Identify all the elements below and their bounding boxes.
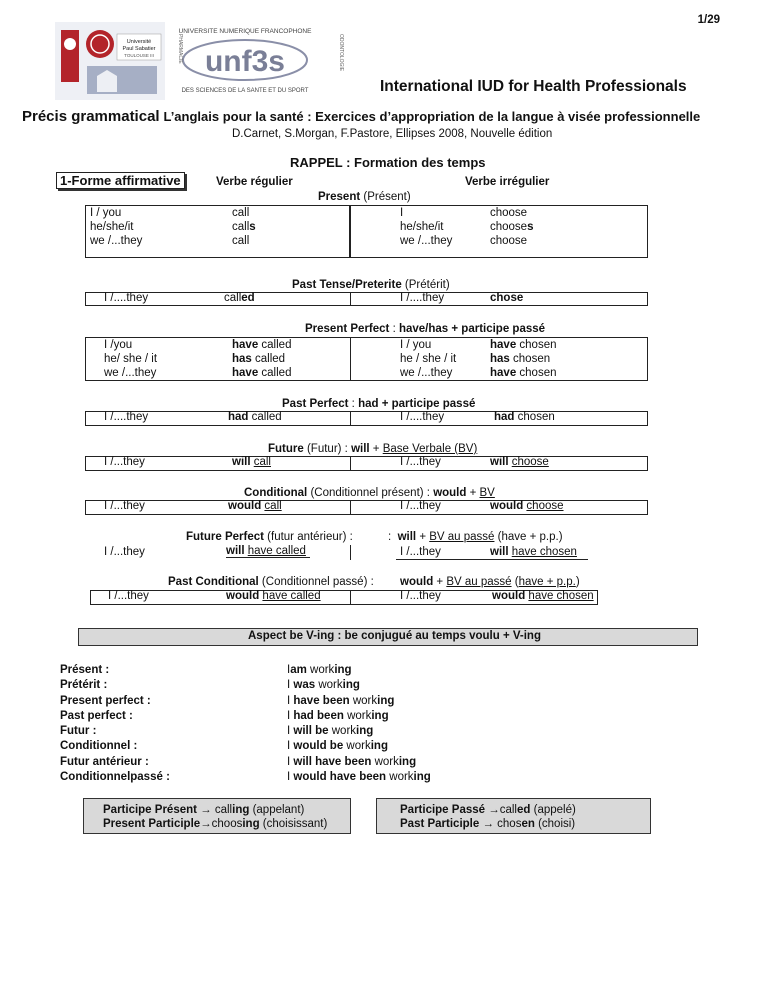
aspect-label: Présent :: [60, 664, 110, 676]
pronoun: we /...they: [90, 235, 143, 247]
past-conditional-title: Past Conditional (Conditionnel passé) :: [168, 576, 374, 588]
pronoun: I: [400, 207, 404, 219]
aspect-example: I had been working: [287, 709, 389, 722]
past-participle-line1: Participe Passé →called (appelé): [400, 804, 576, 816]
aspect-label: Past perfect :: [60, 709, 133, 722]
verb-form: has chosen: [490, 353, 551, 365]
aspect-labels: [60, 663, 170, 785]
unf-bottom: DES SCIENCES DE LA SANTE ET DU SPORT: [181, 88, 309, 94]
aspect-label: Conditionnelpassé :: [60, 771, 170, 784]
pronoun: he / she / it: [400, 353, 457, 365]
present-perfect-irregular-pronouns: [400, 338, 456, 380]
conditional-irregular-pronoun: I /...they: [400, 500, 441, 512]
present-perfect-regular-pronouns: [104, 338, 157, 380]
pronoun: we /...they: [400, 235, 453, 247]
unf3s-logo: [55, 22, 347, 100]
past-regular-pronoun: I /....they: [104, 292, 149, 304]
past-title: Past Tense/Preterite (Prétérit): [292, 279, 450, 291]
past-perfect-box: [85, 411, 648, 426]
pronoun: he/she/it: [90, 221, 134, 233]
aspect-example: I was working: [287, 679, 360, 692]
present-perfect-box: [85, 337, 648, 381]
past-conditional-regular-verb: would have called: [226, 590, 321, 602]
aspect-examples: [287, 663, 431, 785]
present-irregular-pronouns: [400, 206, 452, 248]
future-irregular-verb: will choose: [490, 456, 549, 468]
present-irregular-verbs: [490, 206, 534, 248]
univ-line1: Université: [126, 39, 152, 45]
pronoun: I / you: [90, 207, 122, 219]
past-irregular-pronoun: I /....they: [400, 292, 445, 304]
present-regular-verbs: [232, 206, 256, 248]
aspect-example: I will be working: [287, 725, 374, 738]
verb-form: choose: [490, 235, 528, 247]
present-perfect-separator: [350, 337, 351, 381]
univ-line3: TOULOUSE III: [124, 53, 154, 58]
future-irregular-pronoun: I /...they: [400, 456, 441, 468]
verb-form: have chosen: [490, 339, 557, 351]
past-perfect-irregular-pronoun: I /....they: [400, 411, 445, 423]
section-heading: 1-Forme affirmative: [56, 172, 185, 189]
aspect-example: I would have been working: [287, 771, 431, 784]
future-perfect-irregular-verb: will have chosen: [490, 546, 577, 558]
verb-form: call: [232, 207, 250, 219]
present-participle-line1: Participe Présent → calling (appelant): [103, 804, 305, 816]
future-perfect-separator: [350, 545, 351, 560]
verb-form: have called: [232, 367, 292, 379]
aspect-example: I would be working: [287, 740, 388, 753]
past-perfect-title: Past Perfect : had + participe passé: [282, 398, 476, 410]
future-perfect-title: Future Perfect (futur antérieur) :: [186, 531, 353, 543]
aspect-banner-text: Aspect be V-ing : be conjugué au temps voulu + V-ing: [248, 630, 541, 642]
unf-top: UNIVERSITE NUMERIQUE FRANCOPHONE: [178, 28, 312, 35]
aspect-label: Conditionnel :: [60, 740, 138, 753]
aspect-example: I have been working: [287, 694, 395, 707]
future-perfect-irregular-pronoun: I /...they: [400, 546, 441, 558]
header-logo: [55, 22, 347, 100]
present-regular-pronouns: [90, 206, 142, 248]
future-box: [85, 456, 648, 471]
past-conditional-irregular-pronoun: I /...they: [400, 590, 441, 602]
col-regular: Verbe régulier: [216, 176, 293, 188]
pronoun: I / you: [400, 339, 432, 351]
course-title: International IUD for Health Professionals: [380, 78, 687, 95]
arrow-right-icon: →: [479, 818, 498, 830]
pronoun: he/ she / it: [104, 353, 158, 365]
book-title-bold: Précis grammatical: [22, 108, 160, 125]
aspect-label: Futur antérieur :: [60, 755, 149, 768]
pronoun: he/she/it: [400, 221, 444, 233]
page-number: 1/29: [697, 14, 720, 26]
past-conditional-regular-pronoun: I /...they: [108, 590, 149, 602]
conditional-regular-verb: would call: [228, 500, 282, 512]
conditional-box: [85, 500, 648, 515]
past-box: [85, 292, 648, 306]
unf-big: unf3s: [204, 45, 286, 78]
future-regular-verb: will call: [232, 456, 271, 468]
past-participle-line2: Past Participle → chosen (choisi): [400, 818, 576, 830]
present-perfect-irregular-verbs: [490, 338, 557, 380]
future-separator: [350, 456, 351, 471]
future-title: Future (Futur) : will + Base Verbale (BV): [268, 443, 478, 455]
past-perfect-regular-verb: had called: [228, 411, 282, 423]
past-participle-text: [400, 803, 576, 831]
pronoun: we /...they: [400, 367, 453, 379]
past-conditional-irregular-verb: would have chosen: [492, 590, 594, 602]
verb-form: chooses: [490, 221, 534, 233]
col-irregular: Verbe irrégulier: [465, 176, 550, 188]
conditional-title: Conditional (Conditionnel présent) : would + BV: [244, 487, 495, 499]
past-separator: [350, 292, 351, 306]
book-title-rest: L’anglais pour la santé : Exercices d’appropriation de la langue à visée professionnelle: [163, 109, 701, 124]
present-participle-text: [103, 803, 327, 831]
arrow-right-icon: →: [200, 818, 212, 830]
aspect-example: Iam working: [287, 664, 352, 676]
pronoun: we /...they: [104, 367, 157, 379]
conditional-separator: [350, 500, 351, 515]
arrow-right-icon: →: [485, 804, 500, 816]
future-perfect-underline: [396, 559, 588, 560]
aspect-example: I will have been working: [287, 755, 417, 768]
verb-form: have called: [232, 339, 292, 351]
rappel-heading: RAPPEL : Formation des temps: [290, 155, 486, 170]
aspect-label: Prétérit :: [60, 679, 108, 692]
present-title: Present (Présent): [318, 191, 411, 203]
book-authors: D.Carnet, S.Morgan, F.Pastore, Ellipses 2008, Nouvelle édition: [232, 128, 553, 140]
verb-form: have chosen: [490, 367, 557, 379]
arrow-right-icon: →: [196, 804, 215, 816]
verb-form: choose: [490, 207, 528, 219]
past-perfect-irregular-verb: had chosen: [494, 411, 555, 423]
aspect-label: Futur :: [60, 725, 97, 738]
future-perfect-regular-pronoun: I /...they: [104, 546, 145, 558]
aspect-label: Present perfect :: [60, 694, 151, 707]
odontologie-vertical: ODONTOLOGIE: [338, 34, 344, 72]
present-participle-line2: Present Participle→choosing (choisissant): [103, 818, 328, 830]
past-irregular-verb: chose: [490, 292, 524, 304]
conditional-regular-pronoun: I /...they: [104, 500, 145, 512]
past-perfect-regular-pronoun: I /....they: [104, 411, 149, 423]
past-conditional-rule: would + BV au passé (have + p.p.): [400, 576, 580, 588]
verb-form: calls: [232, 221, 256, 233]
future-perfect-rule: : will + BV au passé (have + p.p.): [388, 531, 563, 543]
pharmacie-vertical: PHARMACIE: [177, 34, 183, 64]
past-conditional-separator: [350, 590, 351, 605]
future-perfect-regular-verb: will have called: [226, 545, 310, 558]
past-perfect-separator: [350, 411, 351, 426]
univ-line2: Paul Sabatier: [122, 46, 156, 52]
conditional-irregular-verb: would choose: [490, 500, 564, 512]
verb-form: has called: [232, 353, 286, 365]
present-perfect-title: Present Perfect : have/has + participe passé: [305, 323, 546, 335]
present-perfect-regular-verbs: [232, 338, 291, 380]
future-regular-pronoun: I /...they: [104, 456, 145, 468]
past-regular-verb: called: [224, 292, 255, 304]
pronoun: I /you: [104, 339, 133, 351]
verb-form: call: [232, 235, 250, 247]
book-title: [22, 108, 700, 125]
